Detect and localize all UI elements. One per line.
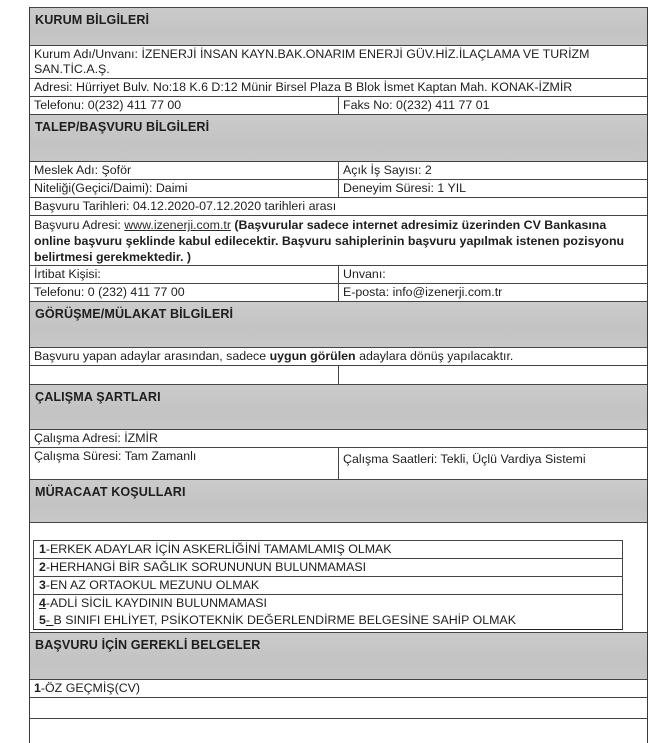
document-sep: -	[40, 681, 46, 695]
contact-title: Unvanı:	[343, 267, 386, 281]
application-website-link[interactable]: www.izenerji.com.tr	[124, 218, 231, 232]
requirement-item	[34, 576, 622, 594]
interview-info	[30, 348, 647, 365]
section-header-belgeler: BAŞVURU İÇİN GEREKLİ BELGELER	[30, 633, 647, 679]
gorusme-text-row	[30, 347, 647, 365]
requirement-number: 2	[39, 560, 46, 574]
interview-text-start: Başvuru yapan adaylar arasından, sadece	[34, 349, 270, 363]
requirement-number: 4	[39, 596, 46, 610]
empty-document-row	[30, 718, 647, 743]
section-header-calisma: ÇALIŞMA ŞARTLARI	[30, 385, 647, 429]
requirements-area	[30, 522, 647, 632]
section-header-muracaat: MÜRACAAT KOŞULLARI	[30, 480, 647, 522]
requirement-item	[34, 612, 622, 629]
talep-address-row	[30, 215, 647, 265]
requirement-number: 5	[39, 613, 46, 627]
requirement-text: B SINIFI EHLİYET, PSİKOTEKNİK DEĞERLENDİRME BELGESİNE SAHİP OLMAK	[53, 613, 516, 627]
application-address	[30, 216, 647, 265]
application-address-label: Başvuru Adresi:	[34, 218, 125, 232]
section-header-talep: TALEP/BAŞVURU BİLGİLERİ	[30, 115, 647, 161]
belgeler-header-row	[30, 632, 647, 679]
kurum-address-row	[30, 78, 647, 96]
institution-name-label: Kurum Adı/Unvanı:	[34, 47, 138, 61]
work-hours: Çalışma Saatleri: Tekli, Üçlü Vardiya Sistemi	[343, 452, 586, 466]
empty-cell-right	[339, 366, 647, 384]
requirement-item	[34, 594, 622, 612]
institution-fax: Faks No: 0(232) 411 77 01	[343, 98, 490, 112]
talep-phone-row	[30, 283, 647, 301]
talep-row-2	[30, 179, 647, 197]
kurum-header-row	[30, 7, 647, 45]
employment-type: Niteliği(Geçici/Daimi): Daimi	[30, 180, 339, 197]
experience-required: Deneyim Süresi: 1 YIL	[343, 181, 467, 195]
requirement-text: EN AZ ORTAOKUL MEZUNU OLMAK	[50, 578, 260, 592]
requirement-item	[34, 541, 622, 558]
work-address: Çalışma Adresi: İZMİR	[34, 431, 158, 445]
calisma-address-row	[30, 429, 647, 447]
talep-contact-row	[30, 265, 647, 283]
document-item-row	[30, 679, 647, 697]
contact-email: E-posta: info@izenerji.com.tr	[343, 285, 503, 299]
calisma-header-row	[30, 384, 647, 429]
document-number: 1	[34, 681, 41, 695]
muracaat-header-row	[30, 479, 647, 522]
section-header-gorusme: GÖRÜŞME/MÜLAKAT BİLGİLERİ	[30, 302, 647, 347]
empty-cell-left	[30, 366, 339, 384]
open-positions: Açık İş Sayısı: 2	[343, 163, 432, 177]
requirement-number: 1	[39, 542, 46, 556]
requirement-text: HERHANGİ BİR SAĞLIK SORUNUNUN BULUNMAMASI	[50, 560, 367, 574]
requirement-number: 3	[39, 578, 46, 592]
requirement-text: ERKEK ADAYLAR İÇİN ASKERLİĞİNİ TAMAMLAMIŞ OLMAK	[50, 542, 392, 556]
talep-row-3	[30, 197, 647, 215]
gorusme-blank-row	[30, 365, 647, 384]
institution-address: Adresi: Hürriyet Bulv. No:18 K.6 D:12 Münir Birsel Plaza B Blok İsmet Kaptan Mah. KONAK-İZMİR	[34, 80, 573, 94]
contact-phone: Telefonu: 0 (232) 411 77 00	[30, 284, 339, 301]
requirement-text: ADLİ SİCİL KAYDININ BULUNMAMASI	[50, 596, 267, 610]
institution-name-value: İZENERJİ İNSAN KAYN.BAK.ONARIM ENERJİ GÜV.HİZ.İLAÇLAMA VE TURİZM SAN.TİC.A.Ş.	[34, 47, 590, 76]
job-posting-form	[29, 7, 648, 743]
requirements-list	[33, 540, 623, 630]
requirement-sep: -	[45, 542, 51, 556]
interview-text-bold: uygun görülen	[269, 349, 356, 363]
talep-header-row	[30, 114, 647, 161]
section-header-kurum: KURUM BİLGİLERİ	[30, 8, 647, 45]
application-dates: Başvuru Tarihleri: 04.12.2020-07.12.2020 tarihleri arası	[34, 199, 337, 213]
application-note: (Başvurular sadece internet adresimiz üzerinden CV Bankasına online başvuru şeklinde kabul edilecektir. Başvuru sahiplerinin başvuru yapılmak istenen pozisyonu belirtmesi gerekmektedir. )	[34, 218, 625, 264]
kurum-contact-row	[30, 96, 647, 114]
talep-row-1	[30, 161, 647, 179]
requirement-item	[34, 558, 622, 576]
institution-phone: Telefonu: 0(232) 411 77 00	[30, 97, 339, 114]
requirement-sep: -	[45, 596, 51, 610]
interview-text-end: adaylara dönüş yapılacaktır.	[355, 349, 514, 363]
document-text: ÖZ GEÇMİŞ(CV)	[45, 681, 141, 695]
calisma-hours-row	[30, 447, 647, 479]
requirement-sep: -	[45, 578, 51, 592]
occupation-name: Meslek Adı: Şoför	[30, 162, 339, 179]
requirement-sep: -	[45, 560, 51, 574]
document-item	[30, 680, 647, 697]
kurum-name-row	[30, 45, 647, 78]
empty-document-row	[30, 697, 647, 718]
requirement-sep: -	[45, 613, 54, 627]
work-duration: Çalışma Süresi: Tam Zamanlı	[30, 448, 339, 479]
institution-name	[30, 46, 647, 78]
gorusme-header-row	[30, 301, 647, 347]
contact-person: İrtibat Kişisi:	[30, 266, 339, 283]
